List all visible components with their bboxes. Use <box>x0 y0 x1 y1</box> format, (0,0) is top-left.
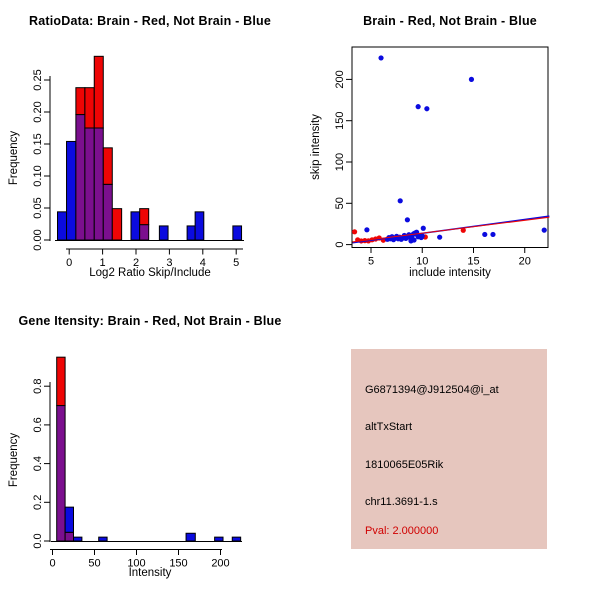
hist-bar-blue <box>186 533 195 541</box>
y-tick-label: 0 <box>334 241 346 248</box>
hist-bar-red <box>140 209 149 225</box>
ratio-hist-title: RatioData: Brain - Red, Not Brain - Blue <box>28 14 272 28</box>
x-tick-label: 150 <box>169 557 188 570</box>
gene-hist-plot <box>0 300 300 600</box>
scatter-title: Brain - Red, Not Brain - Blue <box>363 14 537 28</box>
hist-bar-blue <box>159 226 168 240</box>
scatter-point-blue <box>364 227 369 232</box>
pval-text: Pval: 2.000000 <box>365 525 439 537</box>
gene-symbol-text: 1810065E05Rik <box>365 459 444 471</box>
x-tick-label: 15 <box>467 255 480 268</box>
scatter-point-red <box>352 229 357 234</box>
x-tick-label: 2 <box>132 257 140 269</box>
scatter-point-blue <box>421 226 426 231</box>
hist-bar-overlap <box>76 115 85 240</box>
y-tick-label: 0.05 <box>32 197 44 219</box>
x-tick-label: 5 <box>233 257 240 269</box>
scatter-point-blue <box>542 228 547 233</box>
y-tick-label: 0.2 <box>32 494 44 510</box>
hist-bar-overlap <box>85 128 94 240</box>
scatter-point-blue <box>411 237 416 242</box>
y-tick-label: 150 <box>334 111 346 130</box>
scatter-ylabel: skip intensity <box>310 114 322 180</box>
hist-bar-blue <box>99 537 107 541</box>
probe-id-text: G6871394@J912504@i_at <box>365 384 499 396</box>
scatter-point-blue <box>482 232 487 237</box>
scatter-point-blue <box>398 198 403 203</box>
location-text: chr11.3691-1.s <box>365 496 438 508</box>
y-tick-label: 50 <box>334 197 346 210</box>
hist-bar-blue <box>67 141 76 240</box>
y-tick-label: 0.25 <box>32 69 44 91</box>
hist-bar-blue <box>195 212 204 240</box>
y-tick-label: 0.6 <box>32 417 44 433</box>
hist-bar-overlap <box>140 225 149 240</box>
panel-gene-intensity-histogram <box>0 300 300 600</box>
x-tick-label: 100 <box>127 557 146 570</box>
y-tick-label: 0.4 <box>32 455 44 472</box>
hist-bar-blue <box>232 537 240 541</box>
hist-bar-red <box>85 88 94 128</box>
y-tick-label: 100 <box>334 152 346 172</box>
x-tick-label: 4 <box>199 257 206 269</box>
scatter-point-blue <box>416 104 421 109</box>
x-tick-label: 10 <box>416 255 429 268</box>
scatter-point-blue <box>469 77 474 82</box>
hist-bar-red <box>94 56 103 128</box>
x-tick-label: 5 <box>367 255 375 268</box>
scatter-point-blue <box>424 106 429 111</box>
hist-bar-blue <box>58 212 67 240</box>
panel-intensity-scatter <box>300 0 600 300</box>
hist-bar-blue <box>74 537 82 541</box>
scatter-xlabel: include intensity <box>409 267 491 279</box>
scatter-point-blue <box>405 217 410 222</box>
hist-bar-red <box>112 209 121 240</box>
hist-bar-overlap <box>94 128 103 240</box>
x-tick-label: 50 <box>88 557 101 570</box>
y-tick-label: 200 <box>334 70 346 89</box>
scatter-point-blue <box>437 235 442 240</box>
x-tick-label: 1 <box>99 257 106 269</box>
hist-bar-blue <box>65 507 73 532</box>
hist-bar-red <box>76 88 85 115</box>
gene-hist-title: Gene Itensity: Brain - Red, Not Brain - Blue <box>18 314 282 328</box>
scatter-plot <box>300 0 600 300</box>
hist-bar-overlap <box>65 532 73 541</box>
hist-bar-red <box>103 148 112 184</box>
y-tick-label: 0.00 <box>32 229 44 251</box>
y-tick-label: 0.15 <box>32 133 44 155</box>
scatter-point-blue <box>490 232 495 237</box>
y-tick-label: 0.20 <box>32 101 44 123</box>
gene-hist-xlabel: Intensity <box>128 567 172 579</box>
event-type-text: altTxStart <box>365 421 413 433</box>
x-tick-label: 0 <box>66 257 73 269</box>
gene-info-box <box>351 349 547 549</box>
y-tick-label: 0.8 <box>32 378 44 394</box>
hist-bar-overlap <box>103 184 112 240</box>
x-tick-label: 3 <box>166 257 173 269</box>
regression-line-red <box>353 217 550 242</box>
scatter-point-blue <box>378 55 383 60</box>
hist-bar-blue <box>233 226 242 240</box>
gene-hist-ylabel: Frequency <box>8 432 20 488</box>
ratio-hist-plot <box>0 0 300 300</box>
y-tick-label: 0.0 <box>32 533 44 549</box>
hist-bar-red <box>57 357 65 405</box>
hist-bar-blue <box>187 226 195 240</box>
x-tick-label: 0 <box>49 557 56 570</box>
panel-ratio-histogram <box>0 0 300 300</box>
x-tick-label: 20 <box>518 255 531 268</box>
hist-bar-blue <box>215 537 223 541</box>
y-tick-label: 0.10 <box>32 165 44 187</box>
hist-bar-overlap <box>57 406 65 541</box>
x-tick-label: 200 <box>211 557 230 570</box>
ratio-hist-xlabel: Log2 Ratio Skip/Include <box>89 267 211 279</box>
plot-box <box>352 47 548 248</box>
ratio-hist-ylabel: Frequency <box>8 130 20 186</box>
hist-bar-blue <box>131 212 140 240</box>
